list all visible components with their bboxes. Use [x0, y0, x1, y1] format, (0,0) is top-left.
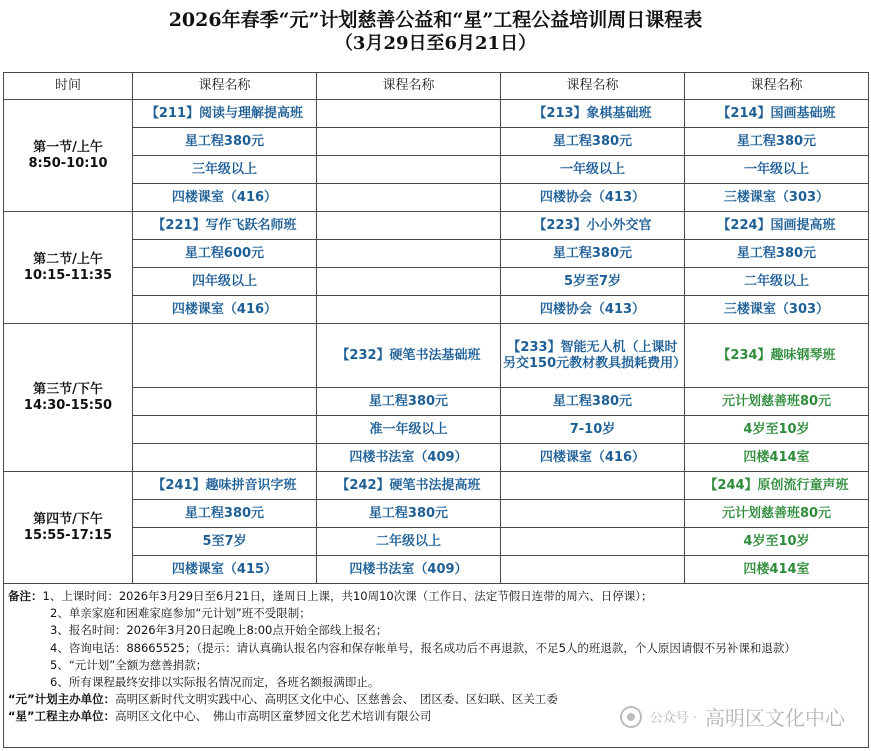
- course-room: 四楼课室（416）: [133, 184, 317, 212]
- slot-time: 8:50-10:10: [28, 155, 108, 171]
- table-row: [4, 268, 869, 296]
- course-name: 【221】写作飞跃名师班: [133, 212, 317, 240]
- time-slot-3: [4, 324, 133, 472]
- course-name: [317, 212, 501, 240]
- course-fee: 星工程380元: [501, 240, 685, 268]
- note-item: 6、所有课程最终安排以实际报名情况而定，各班名额报满即止。: [50, 675, 380, 690]
- course-age: 三年级以上: [133, 156, 317, 184]
- course-name: 【223】小小外交官: [501, 212, 685, 240]
- course-room: 四楼课室（415）: [133, 556, 317, 584]
- course-age: [317, 156, 501, 184]
- course-name: 【213】象棋基础班: [501, 100, 685, 128]
- watermark-prefix: 公众号 ·: [649, 711, 697, 726]
- course-room: 四楼协会（413）: [501, 184, 685, 212]
- table-row: [4, 444, 869, 472]
- course-age: 二年级以上: [317, 528, 501, 556]
- yuan-organizers-list: 高明区新时代文明实践中心、高明区文化中心、区慈善会、 团区委、区妇联、区关工委: [115, 692, 558, 707]
- course-room: 四楼414室: [685, 556, 869, 584]
- time-slot-1: [4, 100, 133, 212]
- course-name: 【214】国画基础班: [685, 100, 869, 128]
- course-name: [317, 100, 501, 128]
- table-row: [4, 472, 869, 500]
- course-age: 二年级以上: [685, 268, 869, 296]
- table-row: [4, 296, 869, 324]
- notes-label: 备注：: [8, 589, 43, 603]
- course-room: [501, 556, 685, 584]
- course-room: 三楼课室（303）: [685, 184, 869, 212]
- table-row: [4, 528, 869, 556]
- time-slot-2: [4, 212, 133, 324]
- wechat-official-account-icon: [620, 706, 642, 728]
- course-name: 【224】国画提高班: [685, 212, 869, 240]
- course-room: 三楼课室（303）: [685, 296, 869, 324]
- course-room: [317, 184, 501, 212]
- course-fee: 星工程600元: [133, 240, 317, 268]
- course-age: 4岁至10岁: [685, 416, 869, 444]
- note-item: 5、“元计划”全额为慈善捐款；: [50, 657, 208, 672]
- slot-time: 10:15-11:35: [23, 267, 113, 283]
- course-age: [501, 528, 685, 556]
- course-room: 四楼课室（416）: [501, 444, 685, 472]
- slot-name: 第三节/下午: [33, 381, 103, 397]
- table-row: [4, 556, 869, 584]
- course-fee: [317, 128, 501, 156]
- table-row: [4, 416, 869, 444]
- course-room: [133, 444, 317, 472]
- course-fee: 星工程380元: [685, 240, 869, 268]
- course-fee: 星工程380元: [501, 128, 685, 156]
- header-course-1: 课程名称: [133, 73, 317, 100]
- header-course-3: 课程名称: [501, 73, 685, 100]
- course-name: [501, 472, 685, 500]
- slot-time: 15:55-17:15: [23, 527, 113, 543]
- course-age: [133, 416, 317, 444]
- course-fee: [133, 388, 317, 416]
- table-row: [4, 324, 869, 388]
- header-course-4: 课程名称: [685, 73, 869, 100]
- course-room: 四楼课室（416）: [133, 296, 317, 324]
- course-room: 四楼414室: [685, 444, 869, 472]
- xing-organizers-label: “星”工程主办单位：: [8, 709, 116, 724]
- title-block: [0, 0, 871, 72]
- table-header-row: [4, 73, 869, 100]
- course-room: [317, 296, 501, 324]
- course-room: 四楼书法室（409）: [317, 444, 501, 472]
- table-row: [4, 156, 869, 184]
- slot-name: 第一节/上午: [33, 139, 103, 155]
- course-age: 一年级以上: [685, 156, 869, 184]
- course-fee: 元计划慈善班80元: [685, 500, 869, 528]
- page-subtitle: （3月29日至6月21日）: [334, 33, 537, 54]
- note-text: 1、上课时间：2026年3月29日至6月21日，逢周日上课，共10周10次课（工作日、法定节假日连带的周六、日停课）；: [42, 589, 653, 603]
- time-slot-4: [4, 472, 133, 584]
- course-name: 【234】趣味钢琴班: [685, 324, 869, 388]
- yuan-organizers-label: “元”计划主办单位：: [8, 692, 116, 707]
- note-item: 2、单亲家庭和困难家庭参加“元计划”班不受限制；: [50, 606, 311, 621]
- course-name: 【233】智能无人机（上课时另交150元教材教具损耗费用）: [501, 324, 685, 388]
- course-age: 四年级以上: [133, 268, 317, 296]
- table-row: [4, 500, 869, 528]
- course-fee: [317, 240, 501, 268]
- xing-organizers-list: 高明区文化中心、 佛山市高明区童梦园文化艺术培训有限公司: [115, 709, 432, 724]
- course-age: 4岁至10岁: [685, 528, 869, 556]
- course-name: 【211】阅读与理解提高班: [133, 100, 317, 128]
- slot-time: 14:30-15:50: [23, 397, 113, 413]
- header-time: 时间: [4, 73, 133, 100]
- schedule-table: [3, 72, 869, 584]
- course-name: 【232】硬笔书法基础班: [317, 324, 501, 388]
- table-row: [4, 212, 869, 240]
- table-row: [4, 100, 869, 128]
- course-fee: 星工程380元: [685, 128, 869, 156]
- course-fee: 元计划慈善班80元: [685, 388, 869, 416]
- course-age: 一年级以上: [501, 156, 685, 184]
- note-item: 3、报名时间：2026年3月20日起晚上8:00点开始全部线上报名；: [50, 623, 388, 638]
- course-fee: [501, 500, 685, 528]
- course-age: 准一年级以上: [317, 416, 501, 444]
- course-name: 【244】原创流行童声班: [685, 472, 869, 500]
- course-fee: 星工程380元: [501, 388, 685, 416]
- slot-name: 第四节/下午: [33, 511, 103, 527]
- course-age: 5至7岁: [133, 528, 317, 556]
- course-fee: 星工程380元: [317, 500, 501, 528]
- watermark-name: 高明区文化中心: [705, 706, 845, 730]
- table-row: [4, 388, 869, 416]
- course-age: 7-10岁: [501, 416, 685, 444]
- note-item: 4、咨询电话：88665525；（提示：请认真确认报名内容和保存帐单号，报名成功后不再退款，不足5人的班退款，个人原因请假不另补课和退款）: [50, 640, 796, 655]
- header-course-2: 课程名称: [317, 73, 501, 100]
- course-name: 【241】趣味拼音识字班: [133, 472, 317, 500]
- watermark: [620, 702, 845, 731]
- page-title: 2026年春季“元”计划慈善公益和“星”工程公益培训周日课程表: [168, 9, 703, 31]
- course-room: 四楼书法室（409）: [317, 556, 501, 584]
- course-fee: 星工程380元: [133, 500, 317, 528]
- slot-name: 第二节/上午: [33, 251, 103, 267]
- course-age: [317, 268, 501, 296]
- table-row: [4, 184, 869, 212]
- table-row: [4, 128, 869, 156]
- note-item: [8, 588, 864, 605]
- table-row: [4, 240, 869, 268]
- course-name: 【242】硬笔书法提高班: [317, 472, 501, 500]
- course-age: 5岁至7岁: [501, 268, 685, 296]
- course-name: [133, 324, 317, 388]
- course-fee: 星工程380元: [133, 128, 317, 156]
- course-room: 四楼协会（413）: [501, 296, 685, 324]
- course-fee: 星工程380元: [317, 388, 501, 416]
